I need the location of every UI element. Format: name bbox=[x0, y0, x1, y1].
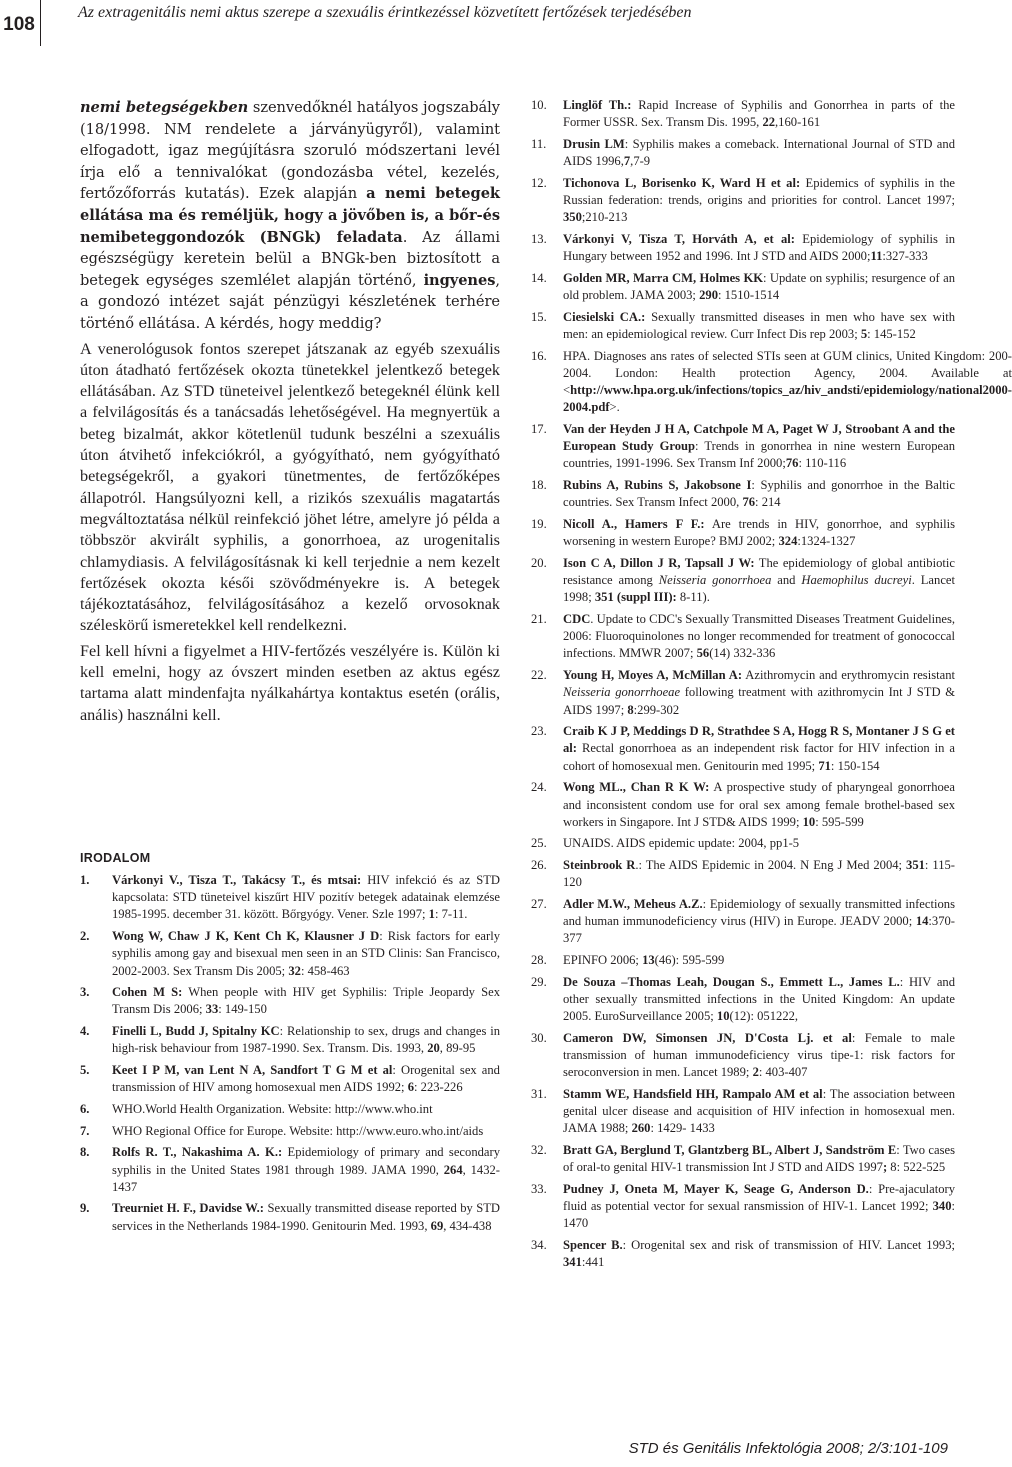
reference-pages: : 149-150 bbox=[218, 1002, 267, 1017]
reference-authors: CDC bbox=[563, 611, 591, 626]
reference-text bbox=[563, 974, 955, 1026]
reference-number: 5. bbox=[80, 1063, 90, 1078]
reference-text bbox=[563, 231, 955, 265]
reference-number: 26. bbox=[531, 858, 547, 873]
reference-pages: :1324-1327 bbox=[797, 534, 856, 549]
reference-text bbox=[563, 896, 955, 948]
body-p1-lead: nemi betegségekben bbox=[80, 99, 249, 116]
reference-item bbox=[531, 857, 955, 891]
reference-body: : Orogenital sex and transmission of HIV among homosexual men AIDS 1992; bbox=[112, 1063, 500, 1095]
reference-number: 34. bbox=[531, 1238, 547, 1253]
reference-pages: (12): 051222, bbox=[729, 1009, 799, 1024]
article-body bbox=[80, 97, 500, 730]
reference-item bbox=[531, 896, 955, 948]
reference-item bbox=[80, 1023, 500, 1057]
reference-text bbox=[563, 477, 955, 511]
reference-authors: Cameron DW, Simonsen JN, D'Costa Lj. et al bbox=[563, 1030, 852, 1045]
reference-pages: (46): 595-599 bbox=[654, 953, 725, 968]
reference-item bbox=[80, 872, 500, 924]
reference-authors: Várkonyi V, Tisza T, Horváth A, et al: bbox=[563, 231, 795, 246]
reference-species: Haemophilus ducreyi bbox=[801, 573, 912, 588]
reference-item bbox=[531, 667, 955, 719]
reference-pages: : 145-152 bbox=[867, 326, 916, 341]
reference-volume: 290 bbox=[699, 288, 718, 303]
page-number: 108 bbox=[3, 14, 35, 35]
reference-text bbox=[112, 872, 500, 924]
reference-item bbox=[531, 348, 1012, 417]
reference-authors: Treurniet H. F., Davidse W.: bbox=[112, 1201, 265, 1216]
reference-number: 15. bbox=[531, 309, 547, 324]
reference-item bbox=[80, 1200, 500, 1234]
reference-body: : Risk factors for early syphilis among gay and bisexual men seen in an STD Clinis: San Francisco, 2002-2003. Sex Transm Dis 2005; bbox=[112, 929, 500, 978]
reference-number: 30. bbox=[531, 1030, 547, 1045]
reference-volume: 32 bbox=[288, 963, 301, 978]
reference-volume: 6 bbox=[407, 1080, 414, 1095]
reference-pages: (14) 332-336 bbox=[709, 646, 776, 661]
reference-body: and bbox=[771, 573, 802, 588]
reference-text bbox=[112, 1023, 500, 1057]
reference-body: Azithromycin and erythromycin resistant bbox=[742, 668, 955, 683]
reference-text bbox=[563, 309, 955, 343]
reference-item bbox=[531, 779, 955, 831]
reference-number: 17. bbox=[531, 421, 547, 436]
reference-pages: : 1470 bbox=[563, 1199, 955, 1231]
reference-species: Neisseria gonorrhoea bbox=[658, 573, 772, 588]
reference-volume: 350 bbox=[563, 210, 582, 225]
reference-body: HPA. Diagnoses ans rates of selected STIs seen at GUM clinics, United Kingdom: 200-2004. London: Health protection Agency, 2004. Available at < bbox=[563, 348, 1012, 398]
reference-body: : Update on syphilis; resurgence of an old problem. JAMA 2003; bbox=[563, 270, 955, 303]
reference-text bbox=[563, 611, 955, 663]
reference-body: : Relationship to sex, drugs and changes in high-risk behaviour from 1987-1990. Sex. Transm. Dis. 1993, bbox=[112, 1024, 500, 1056]
reference-body: following treatment with azithromycin Int J STD & AIDS 1997; bbox=[563, 685, 956, 717]
reference-text bbox=[563, 136, 955, 170]
reference-authors: Várkonyi V., Tisza T., Takácsy T., és mtsai: bbox=[112, 873, 362, 887]
reference-volume: 324 bbox=[778, 534, 798, 549]
reference-item bbox=[531, 1237, 955, 1271]
reference-item bbox=[531, 974, 955, 1026]
reference-species: Neisseria gonorrhoeae bbox=[563, 685, 681, 700]
reference-number: 33. bbox=[531, 1182, 547, 1197]
reference-volume: 10 bbox=[802, 814, 816, 829]
reference-authors: Steinbrook R bbox=[563, 858, 636, 873]
reference-text bbox=[563, 667, 955, 719]
reference-pages: >. bbox=[609, 400, 620, 415]
references-list-left bbox=[80, 872, 500, 1239]
reference-pages: : 1510-1514 bbox=[717, 288, 780, 303]
reference-volume: 56 bbox=[696, 646, 710, 661]
reference-text bbox=[112, 984, 500, 1018]
reference-number: 19. bbox=[531, 516, 547, 531]
reference-item bbox=[531, 136, 955, 170]
reference-pages: : 150-154 bbox=[830, 758, 880, 773]
reference-pages: 8-11). bbox=[676, 590, 710, 605]
reference-authors: Rubins A, Rubins S, Jakobsone I bbox=[563, 478, 752, 493]
body-p1-text-a: szenvedőknél hatályos jogszabály (18/1998. NM rendelete a járványügyről), valamint elfogadott, igaz megújításra szoruló módszertani levél írja elő a tennivalókat (gondozásba vétel, kezelés, fertőzőforrás kutatás). Ezek alapján bbox=[80, 99, 500, 203]
body-p1-emphasis: a nemi betegek ellátása ma és reméljük, hogy a jövőben is, a bőr-és nemibeteggondozók (BNGk) feladata bbox=[80, 185, 500, 246]
reference-volume: http://www.hpa.org.uk/infections/topics_az/hiv_andsti/epidemiology/national2000-2004.pdf bbox=[563, 383, 1012, 415]
reference-body: Rapid Increase of Syphilis and Gonorrhea in parts of the Former USSR. Sex. Transm Dis. 1995, bbox=[563, 98, 955, 130]
header-divider bbox=[40, 0, 41, 46]
reference-number: 12. bbox=[531, 175, 547, 190]
body-p1-free: ingyenes bbox=[423, 271, 496, 289]
reference-volume: ; bbox=[882, 1160, 888, 1175]
reference-number: 28. bbox=[531, 953, 547, 968]
reference-pages: 8: 522-525 bbox=[887, 1160, 946, 1175]
reference-number: 8. bbox=[80, 1145, 90, 1160]
reference-body: : Two cases of oral-to genital HIV-1 transmission Int J STD and AIDS 1997 bbox=[563, 1143, 955, 1175]
reference-volume: 76 bbox=[742, 495, 756, 510]
running-title: Az extragenitális nemi aktus szerepe a szexuális érintkezéssel közvetített fertőzések terjedésében bbox=[78, 4, 692, 21]
reference-volume: 7 bbox=[623, 154, 631, 169]
reference-text bbox=[563, 97, 955, 131]
reference-pages: :327-333 bbox=[882, 249, 928, 264]
reference-authors: Craib K J P, Meddings D R, Strathdee S A, Hogg R S, Montaner J S G et al: bbox=[563, 724, 955, 756]
reference-authors: Keet I P M, van Lent N A, Sandfort T G M et al bbox=[112, 1063, 393, 1078]
reference-number: 27. bbox=[531, 897, 547, 912]
reference-body: Epidemiology of primary and secondary syphilis in the United States 1981 through 1989. JAMA 1990, bbox=[112, 1145, 500, 1177]
reference-body: : The association between genital ulcer disease and acquisition of HIV infection in homosexual men. JAMA 1988; bbox=[563, 1087, 955, 1136]
page-header bbox=[0, 0, 960, 50]
reference-number: 9. bbox=[80, 1201, 90, 1216]
reference-text bbox=[563, 421, 955, 473]
reference-body: : Pre-ajaculatory fluid as potential vector for sexual ransmission of HIV-1. Lancet 1992; bbox=[563, 1182, 955, 1214]
reference-pages: :299-302 bbox=[633, 702, 680, 717]
reference-number: 13. bbox=[531, 231, 547, 246]
reference-item bbox=[531, 1181, 955, 1233]
body-paragraph-2: A venerológusok fontos szerepet játszanak az egyéb szexuális úton átadható fertőzések okozta tünetekkel jelentkező betegek ellátásában. Az STD tüneteivel jelentkező betegeknél élünk kell a felvilágosítás és a tanácsadás lehetőségével. Ha megnyertük a beteg bizalmát, akkor kötetlenül tudunk beszélni a szexuális úton átvihető infekciókról, a gyógyítható, nem gyógyítható betegségekről, a gyakori tünetmentes, de fertőzőképes állapotról. Hangsúlyozni kell, a rizikós szexuális magatartás megváltoztatása nélkül reinfekció jöhet létre, amelyre jó példa a többször akvirált syphilis, a gonorrhoea, az urogenitalis chlamydiasis. A felvilágosításnak ki kell terjednie a nem kezelt fertőzések okozta késői szövődményekre is. A betegek tájékoztatásához, felvilágosításához a kezelő orvosoknak széleskörű ismeretekkel kell rendelkezni. bbox=[80, 339, 500, 635]
body-paragraph-1 bbox=[80, 97, 500, 335]
reference-body: Are trends in HIV, gonorrhoe, and syphilis worsening in western Europe? BMJ 2002; bbox=[563, 516, 955, 549]
reference-number: 4. bbox=[80, 1024, 90, 1039]
reference-pages: : 115-120 bbox=[563, 858, 955, 890]
reference-volume: 10 bbox=[716, 1009, 730, 1024]
reference-item bbox=[531, 835, 955, 852]
reference-item bbox=[80, 1123, 500, 1140]
reference-text bbox=[563, 270, 955, 304]
reference-item bbox=[531, 555, 955, 607]
reference-item bbox=[80, 984, 500, 1018]
reference-volume: 13 bbox=[642, 953, 655, 968]
reference-authors: Stamm WE, Handsfield HH, Rampalo AM et al bbox=[563, 1087, 823, 1102]
reference-authors: Young H, Moyes A, McMillan A: bbox=[563, 668, 743, 683]
reference-pages: :370-377 bbox=[563, 914, 955, 946]
reference-text bbox=[563, 175, 955, 227]
reference-body: . Update to CDC's Sexually Transmitted Diseases Treatment Guidelines, 2006: Fluoroquinolones no longer recommended for treatment of gonococcal infections. MMWR 2007; bbox=[563, 611, 955, 661]
reference-text bbox=[563, 1086, 955, 1138]
reference-body: When people with HIV get Syphilis: Triple Jeopardy Sex Transm Dis 2006; bbox=[112, 985, 500, 1017]
reference-item bbox=[531, 309, 955, 343]
reference-text bbox=[112, 1200, 500, 1234]
reference-volume: 71 bbox=[818, 758, 831, 773]
reference-pages: ,7-9 bbox=[630, 154, 651, 169]
reference-item bbox=[531, 175, 955, 227]
references-list-right bbox=[531, 97, 1012, 1276]
reference-pages: ;210-213 bbox=[581, 210, 628, 225]
reference-body: A prospective study of pharyngeal gonorrhoea and inconsistent condom use for oral sex among female brothel-based sex workers in Singapore. Int J STD& AIDS 1999; bbox=[563, 780, 955, 829]
reference-pages: : 595-599 bbox=[815, 814, 864, 829]
reference-item bbox=[531, 1086, 955, 1138]
reference-number: 2. bbox=[80, 929, 90, 944]
reference-number: 25. bbox=[531, 836, 547, 851]
reference-text bbox=[563, 555, 955, 607]
reference-volume: 351 (suppl III): bbox=[594, 590, 677, 605]
reference-item bbox=[531, 723, 955, 775]
reference-item bbox=[531, 611, 955, 663]
reference-number: 18. bbox=[531, 478, 547, 493]
references-heading: IRODALOM bbox=[80, 851, 151, 865]
reference-pages: , 1432-1437 bbox=[112, 1162, 500, 1194]
reference-item bbox=[531, 477, 955, 511]
reference-pages: : 458-463 bbox=[300, 963, 350, 978]
reference-item bbox=[531, 1142, 955, 1176]
reference-volume: 2 bbox=[752, 1065, 759, 1080]
reference-number: 31. bbox=[531, 1087, 547, 1102]
reference-text bbox=[563, 779, 955, 831]
reference-authors: Drusin LM bbox=[563, 136, 625, 151]
reference-authors: Rolfs R. T., Nakashima A. K.: bbox=[112, 1145, 283, 1160]
reference-body: Rectal gonorrhoea as an independent risk factor for HIV infection in a cohort of homosexual men. Genitourin med 1995; bbox=[563, 741, 955, 773]
reference-body: WHO.World Health Organization. Website: http://www.who.int bbox=[112, 1101, 433, 1116]
reference-authors: Tichonova L, Borisenko K, Ward H et al: bbox=[563, 175, 801, 190]
reference-body: : Epidemiology of sexually transmitted infections and human immunodeficiency virus (HIV) in Europe. JEADV 2000; bbox=[563, 897, 955, 929]
reference-number: 10. bbox=[531, 98, 547, 112]
reference-number: 6. bbox=[80, 1101, 90, 1116]
reference-text bbox=[563, 516, 955, 550]
reference-item bbox=[531, 421, 955, 473]
reference-volume: 14 bbox=[915, 914, 929, 929]
reference-authors: Wong ML., Chan R K W: bbox=[563, 780, 710, 795]
reference-pages: , 89-95 bbox=[439, 1041, 476, 1056]
reference-number: 16. bbox=[531, 348, 547, 363]
reference-authors: Bratt GA, Berglund T, Glantzberg BL, Albert J, Sandström E bbox=[563, 1143, 897, 1158]
reference-number: 11. bbox=[531, 136, 547, 151]
reference-item bbox=[531, 270, 955, 304]
reference-volume: 260 bbox=[631, 1121, 651, 1136]
reference-item bbox=[531, 952, 955, 969]
reference-text bbox=[563, 952, 955, 969]
reference-body: : Syphilis and gonorrhoe in the Baltic countries. Sex Transm Infect 2000, bbox=[563, 478, 955, 510]
reference-item bbox=[531, 516, 955, 550]
reference-volume: 33 bbox=[205, 1002, 219, 1017]
reference-pages: :441 bbox=[581, 1255, 605, 1270]
reference-text bbox=[112, 1123, 500, 1140]
reference-body: Epidemiology of syphilis in Hungary between 1952 and 1996. Int J STD and AIDS 2000; bbox=[563, 231, 955, 264]
reference-body: : HIV and other sexually transmitted infections in the United Kingdom: An update 2005. EuroSurveillance 2005; bbox=[563, 974, 956, 1024]
reference-volume: 11 bbox=[870, 249, 883, 264]
body-p1-text-c: , a gondozó intézet saját pénzügyi készletének terhére történő ellátása. A kérdés, hogy meddig? bbox=[80, 271, 500, 332]
reference-number: 14. bbox=[531, 270, 547, 285]
reference-body: Epidemics of syphilis in the Russian federation: trends, origins and priorities for control. Lancet 1997; bbox=[563, 175, 956, 208]
reference-body: : Syphilis makes a comeback. International Journal of STD and AIDS 1996, bbox=[563, 136, 955, 169]
reference-body: EPINFO 2006; bbox=[563, 953, 643, 968]
reference-volume: 22 bbox=[762, 115, 776, 130]
reference-authors: Linglöf Th.: bbox=[563, 98, 632, 112]
reference-body: Sexually transmitted disease reported by STD services in the Netherlands 1984-1990. Genitourin Med. 1993, bbox=[112, 1201, 500, 1233]
reference-text bbox=[563, 1237, 955, 1271]
reference-number: 23. bbox=[531, 724, 547, 739]
reference-text bbox=[563, 1030, 955, 1082]
journal-footer: STD és Genitális Infektológia 2008; 2/3:101-109 bbox=[628, 1440, 948, 1457]
reference-body: : Trends in gonorrhea in nine western European countries, 1991-1996. Sex Transm Inf 2000; bbox=[563, 439, 955, 471]
reference-item bbox=[531, 97, 955, 131]
reference-body: : Female to male transmission of human immunodeficiency virus tipe-1: risk factors for seroconversion in men. Lancet 1989; bbox=[563, 1030, 955, 1080]
reference-pages: : 223-226 bbox=[414, 1080, 463, 1095]
reference-authors: Ison C A, Dillon J R, Tapsall J W: bbox=[563, 555, 755, 570]
reference-authors: Wong W, Chaw J K, Kent Ch K, Klausner J D bbox=[112, 929, 380, 944]
reference-text bbox=[563, 1142, 955, 1176]
reference-authors: Finelli L, Budd J, Spitalny KC bbox=[112, 1024, 280, 1039]
reference-number: 1. bbox=[80, 873, 90, 887]
reference-pages: : 7-11. bbox=[434, 907, 468, 922]
body-p1-text-b: . Az állami egészségügy keretein belül a BNGk-ben biztosított a betegek egységes szemlélet alapján történő, bbox=[80, 228, 500, 289]
reference-text bbox=[112, 1144, 500, 1196]
reference-text bbox=[563, 348, 1012, 417]
reference-pages: , 434-438 bbox=[443, 1218, 492, 1233]
reference-text bbox=[112, 1062, 500, 1096]
reference-body: WHO Regional Office for Europe. Website: http://www.euro.who.int/aids bbox=[112, 1123, 484, 1138]
reference-item bbox=[80, 1144, 500, 1196]
reference-text bbox=[563, 857, 955, 891]
reference-body: UNAIDS. AIDS epidemic update: 2004, pp1-5 bbox=[563, 836, 800, 851]
reference-volume: 341 bbox=[563, 1255, 582, 1270]
reference-authors: Pudney J, Oneta M, Mayer K, Seage G, Anderson D. bbox=[563, 1182, 869, 1197]
reference-body: HIV infekció és az STD kapcsolata: STD tüneteivel kiszűrt HIV pozitív betegek adatainak elemzése 1985-1995. december 31. között. Bőrgyógy. Vener. Szle 1997; bbox=[112, 873, 500, 922]
reference-number: 22. bbox=[531, 668, 547, 683]
reference-number: 20. bbox=[531, 555, 547, 570]
reference-volume: 76 bbox=[785, 456, 799, 471]
reference-body: .: The AIDS Epidemic in 2004. N Eng J Med 2004; bbox=[635, 858, 907, 873]
reference-pages: : 403-407 bbox=[758, 1065, 808, 1080]
reference-body: . Lancet 1998; bbox=[563, 573, 955, 605]
reference-text bbox=[112, 928, 500, 980]
reference-text bbox=[563, 723, 955, 775]
reference-authors: Adler M.W., Meheus A.Z. bbox=[563, 897, 703, 912]
reference-item bbox=[80, 1062, 500, 1096]
reference-number: 3. bbox=[80, 985, 90, 1000]
reference-volume: 1 bbox=[428, 907, 435, 922]
reference-volume: 5 bbox=[860, 326, 868, 341]
reference-volume: 264 bbox=[443, 1162, 463, 1177]
reference-authors: Golden MR, Marra CM, Holmes KK bbox=[563, 270, 764, 285]
reference-pages: : 110-116 bbox=[798, 456, 847, 471]
reference-body: The epidemiology of global antibiotic resistance among bbox=[563, 555, 955, 588]
reference-authors: Nicoll A., Hamers F F.: bbox=[563, 516, 705, 531]
reference-text bbox=[563, 835, 955, 852]
body-paragraph-3: Fel kell hívni a figyelmet a HIV-fertőzés veszélyére is. Külön ki kell emelni, hogy az óvszert minden esetben az aktus egész tartama alatt mindenfajta nyálkahártya kontaktus esetén (orális, anális) használni kell. bbox=[80, 641, 500, 724]
reference-number: 7. bbox=[80, 1123, 90, 1138]
reference-body: : Orogenital sex and risk of transmission of HIV. Lancet 1993; bbox=[622, 1238, 955, 1253]
reference-authors: De Souza –Thomas Leah, Dougan S., Emmett L., James L. bbox=[563, 974, 900, 989]
reference-volume: 340 bbox=[932, 1199, 952, 1214]
reference-volume: 351 bbox=[906, 858, 925, 873]
reference-item bbox=[531, 231, 955, 265]
reference-pages: : 214 bbox=[755, 495, 781, 510]
reference-authors: Cohen M S: bbox=[112, 985, 183, 1000]
reference-volume: 69 bbox=[430, 1218, 444, 1233]
reference-authors: Van der Heyden J H A, Catchpole M A, Paget W J, Stroobant A and the European Study Group bbox=[563, 421, 955, 454]
reference-volume: 8 bbox=[627, 702, 634, 717]
reference-number: 21. bbox=[531, 611, 547, 626]
reference-number: 32. bbox=[531, 1143, 547, 1158]
reference-number: 24. bbox=[531, 780, 547, 795]
reference-pages: : 1429- 1433 bbox=[650, 1121, 715, 1136]
reference-item bbox=[531, 1030, 955, 1082]
reference-item bbox=[80, 928, 500, 980]
reference-authors: Spencer B. bbox=[563, 1238, 623, 1253]
reference-number: 29. bbox=[531, 974, 547, 989]
reference-pages: ,160-161 bbox=[775, 115, 821, 130]
reference-text bbox=[112, 1101, 500, 1118]
reference-item bbox=[80, 1101, 500, 1118]
reference-body: Sexually transmitted diseases in men who have sex with men: an epidemiological review. Curr Infect Dis rep 2003; bbox=[563, 309, 955, 341]
reference-text bbox=[563, 1181, 955, 1233]
reference-authors: Ciesielski CA.: bbox=[563, 309, 646, 324]
reference-volume: 20 bbox=[427, 1041, 440, 1056]
